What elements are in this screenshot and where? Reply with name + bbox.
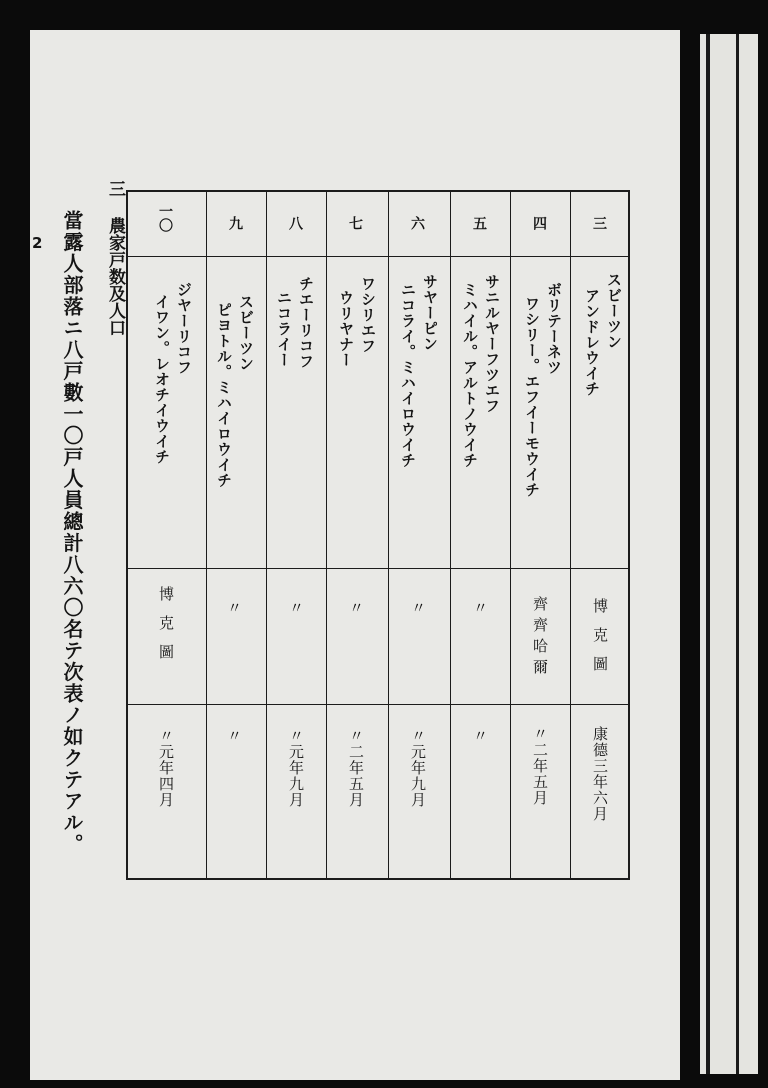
row-place: 博克圖 [157,586,175,673]
row-name-2: ワシリー。エフイーモウイチ [523,296,541,498]
row-place: 〃 [409,600,427,629]
row-name-1: ワシリエフ [359,276,377,354]
row-date: 〃二年五月 [531,726,549,806]
row-number: 四 [531,216,547,230]
row-name-1: チエーリコフ [297,276,315,369]
row-date: 康德三年六月 [591,726,609,822]
row-number: 三 [591,216,607,230]
row-date: 〃元年四月 [157,728,175,808]
row-name-2: ニコライ。ミハイロウイチ [399,282,417,468]
row-name-2: ミハイル。アルトノウイチ [461,282,479,468]
row-date: 〃 [225,728,243,744]
row-place: 齊齊哈爾 [531,596,549,680]
household-table [126,190,630,880]
row-place: 〃 [471,600,489,629]
row-place: 〃 [287,600,305,629]
row-name-1: サニルヤーフツエフ [483,274,501,414]
row-name-1: スビーツン [237,294,255,372]
row-name-2: アンドレウイチ [583,288,601,397]
row-number: 五 [471,216,487,230]
section-heading: 三 農家戸数及人口 [105,180,125,336]
row-date: 〃 [471,728,489,744]
row-date: 〃元年九月 [409,728,427,808]
row-name-2: ニコライー [275,290,293,368]
row-number: 一〇 [157,204,173,232]
page-number: 2 [32,234,43,252]
row-place: 〃 [225,600,243,629]
row-number: 六 [409,216,425,230]
row-number: 九 [227,216,243,230]
row-place: 〃 [347,600,365,629]
row-name-1: ジヤーリコフ [175,282,193,375]
row-number: 八 [287,216,303,230]
row-name-1: スビーツン [605,272,623,350]
row-date: 〃二年五月 [347,728,365,808]
adjacent-page-edge [700,34,758,1074]
row-name-1: ボリテーネツ [545,282,563,375]
row-number: 七 [347,216,363,230]
body-text: 當露人部落ニ八戸數一〇戸人員總計八六〇名テ次表ノ如クテアル。 [60,210,84,855]
row-name-2: ピヨトル。ミハイロウイチ [215,302,233,488]
row-place: 博克圖 [591,598,609,685]
row-name-1: サヤーピン [421,274,439,352]
row-date: 〃元年九月 [287,728,305,808]
row-name-2: ウリヤナー [337,290,355,368]
row-name-2: イワン。レオチイウイチ [153,294,171,465]
